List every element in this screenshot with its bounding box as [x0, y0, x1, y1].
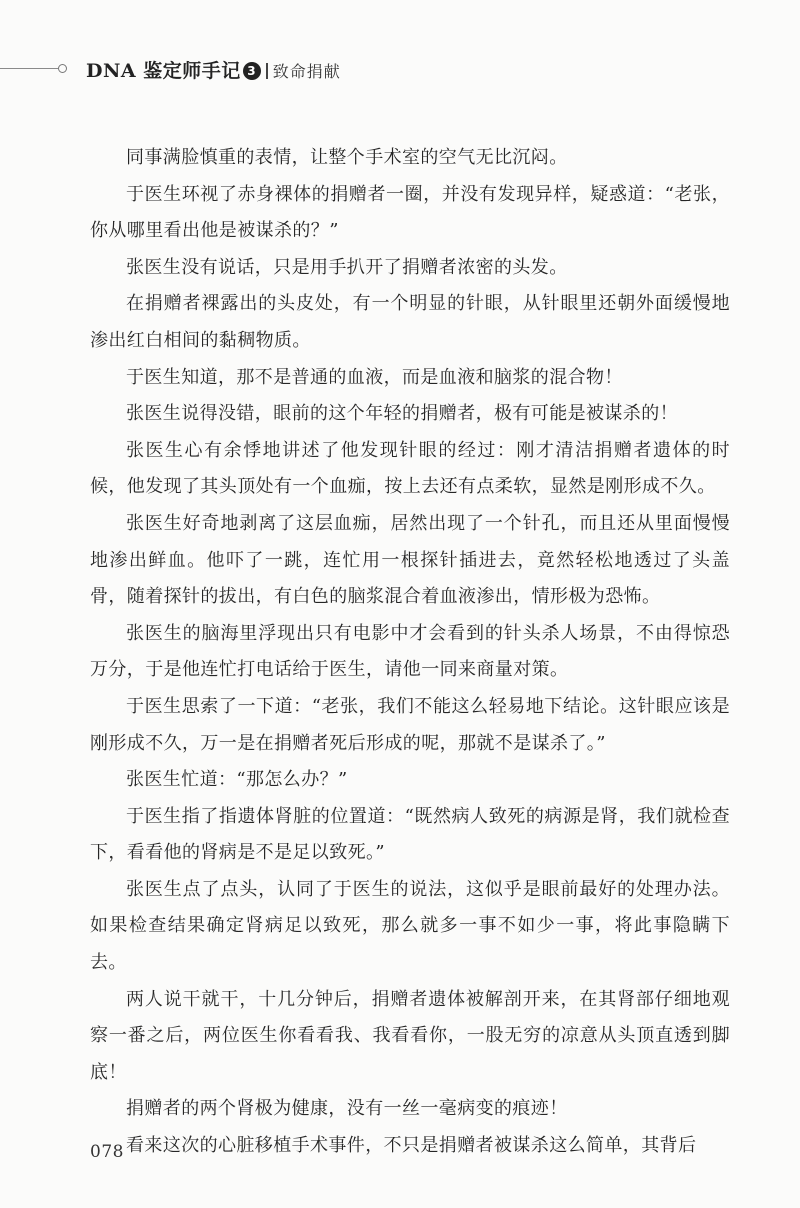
- volume-badge: 3: [243, 62, 261, 80]
- paragraph: 同事满脸慎重的表情，让整个手术室的空气无比沉闷。: [126, 147, 568, 168]
- paragraph: 张医生好奇地剥离了这层血痂，居然出现了一个针孔，而且还从里面慢慢地渗出鲜血。他吓了一跳，连忙用一根探针插进去，竟然轻松地透过了头盖骨，随着探针的拔出，有白色的脑浆混合着血液渗出，情形极为恐怖。: [90, 512, 730, 608]
- paragraph: 张医生说得没错，眼前的这个年轻的捐赠者，极有可能是被谋杀的！: [126, 403, 678, 425]
- header-rule: [0, 68, 58, 69]
- paragraph: 两人说干就干，十几分钟后，捐赠者遗体被解剖开来，在其肾部仔细地观察一番之后，两位医生你看看我、我看看你，一股无穷的凉意从头顶直透到脚底！: [90, 988, 730, 1083]
- running-header: [0, 52, 800, 82]
- paragraph: 于医生知道，那不是普通的血液，而是血液和脑浆的混合物！: [126, 366, 623, 388]
- page-number: 078: [90, 1142, 124, 1162]
- header-separator: [266, 63, 268, 79]
- paragraph: 张医生心有余悸地讲述了他发现针眼的经过：刚才清洁捐赠者遗体的时候，他发现了其头顶处有一个血痂，按上去还有点柔软，显然是刚形成不久。: [90, 439, 730, 498]
- paragraph: 捐赠者的两个肾极为健康，没有一丝一毫病变的痕迹！: [126, 1098, 568, 1120]
- paragraph: 张医生的脑海里浮现出只有电影中才会看到的针头杀人场景，不由得惊恐万分，于是他连忙打电话给于医生，请他一同来商量对策。: [90, 622, 730, 681]
- paragraph: 于医生思索了一下道：“老张，我们不能这么轻易地下结论。这针眼应该是刚形成不久，万一是在捐赠者死后形成的呢，那就不是谋杀了。”: [90, 695, 730, 754]
- book-subtitle: 致命捐献: [272, 62, 341, 81]
- book-title: [86, 56, 341, 83]
- book-title-text: DNA 鉴定师手记: [86, 60, 241, 82]
- header-ornament: [58, 64, 67, 73]
- page-body: [90, 140, 730, 1165]
- paragraph: 张医生没有说话，只是用手扒开了捐赠者浓密的头发。: [126, 256, 568, 278]
- paragraph: 在捐赠者裸露出的头皮处，有一个明显的针眼，从针眼里还朝外面缓慢地渗出红白相间的黏稠物质。: [90, 293, 730, 351]
- paragraph: 张医生点了点头，认同了于医生的说法，这似乎是眼前最好的处理办法。如果检查结果确定肾病足以致死，那么就多一事不如少一事，将此事隐瞒下去。: [90, 878, 730, 974]
- paragraph: 于医生指了指遗体肾脏的位置道：“既然病人致死的病源是肾，我们就检查下，看看他的肾病是不是足以致死。”: [90, 805, 730, 864]
- paragraph: 于医生环视了赤身裸体的捐赠者一圈，并没有发现异样，疑惑道：“老张，你从哪里看出他是被谋杀的？”: [90, 183, 730, 242]
- paragraph: 看来这次的心脏移植手术事件，不只是捐赠者被谋杀这么简单，其背后: [126, 1135, 697, 1157]
- paragraph: 张医生忙道：“那怎么办？”: [126, 769, 348, 791]
